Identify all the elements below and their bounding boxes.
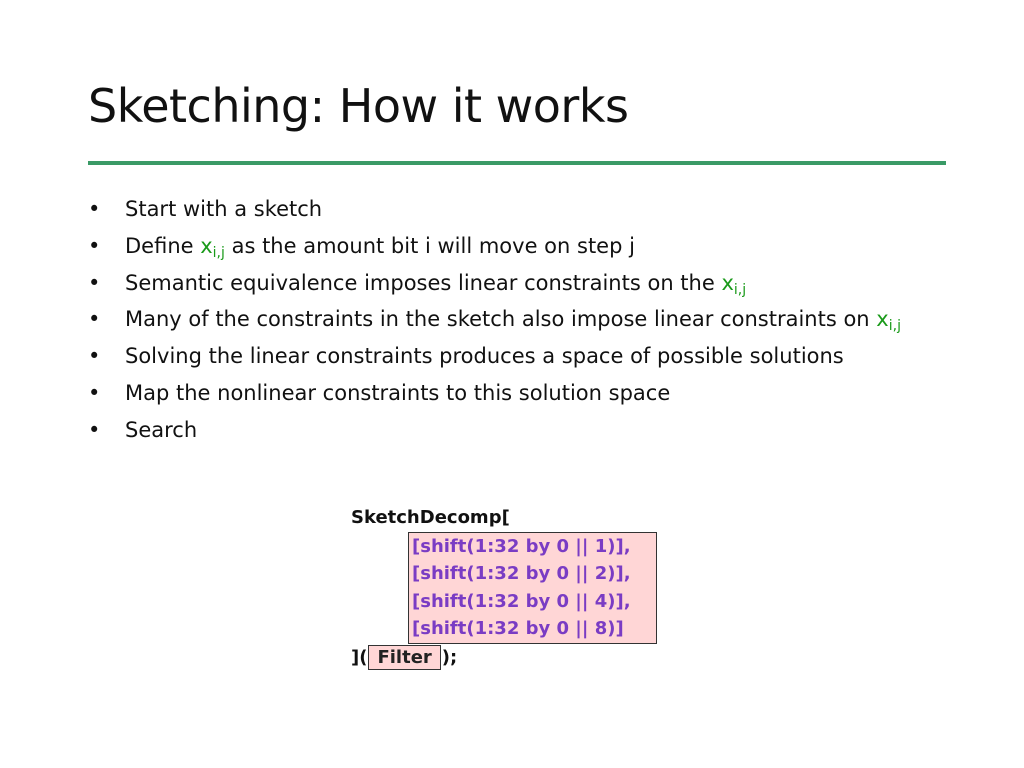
close-suffix: ); [441,646,458,668]
variable-base: x [721,270,734,295]
bullet-text: Start with a sketch [125,197,323,221]
bullet-text-pre: Semantic equivalence imposes linear constraints on the [125,270,722,295]
code-open-line: SketchDecomp[ [351,507,510,528]
bullet-item [88,230,901,267]
bullet-text-pre: Many of the constraints in the sketch also impose linear constraints on [125,307,877,332]
shift-line: [shift(1:32 by 0 || 1)], [412,535,631,557]
bullet-item [88,267,901,304]
bullet-marker: • [88,344,101,369]
variable-base: x [200,233,213,258]
bullet-text: Solving the linear constraints produces a space of possible solutions [125,344,844,369]
bullet-list [88,193,901,451]
bullet-marker: • [88,417,101,442]
slide-title: Sketching: How it works [88,79,629,133]
variable-subscript: i,j [733,281,747,298]
variable-x [200,233,225,261]
bullet-item [88,340,901,377]
bullet-text: Search [125,417,198,442]
close-prefix: ]( [351,646,368,668]
bullet-text: Map the nonlinear constraints to this solution space [125,380,671,405]
variable-subscript: i,j [212,244,225,261]
bullet-text-post: as the amount bit i will move on step j [224,233,635,258]
bullet-marker: • [88,233,101,258]
bullet-item [88,377,901,414]
title-divider [88,161,946,165]
code-close-line [351,644,657,672]
bullet-marker: • [88,270,101,295]
bullet-item [88,193,901,230]
bullet-text-pre: Define [125,233,201,258]
shift-line: [shift(1:32 by 0 || 2)], [412,563,631,584]
shift-line: [shift(1:32 by 0 || 4)], [412,590,631,612]
shift-line: [shift(1:32 by 0 || 8)] [412,618,624,639]
code-block [351,504,657,671]
bullet-marker: • [88,197,101,221]
variable-subscript: i,j [888,318,901,335]
bullet-marker: • [88,307,101,332]
variable-x [721,270,747,298]
variable-x [876,307,901,335]
bullet-marker: • [88,380,101,405]
bullet-item [88,303,901,340]
filter-box: Filter [368,645,440,670]
variable-base: x [876,307,889,332]
shift-list-box [408,532,657,644]
bullet-item [88,414,901,451]
